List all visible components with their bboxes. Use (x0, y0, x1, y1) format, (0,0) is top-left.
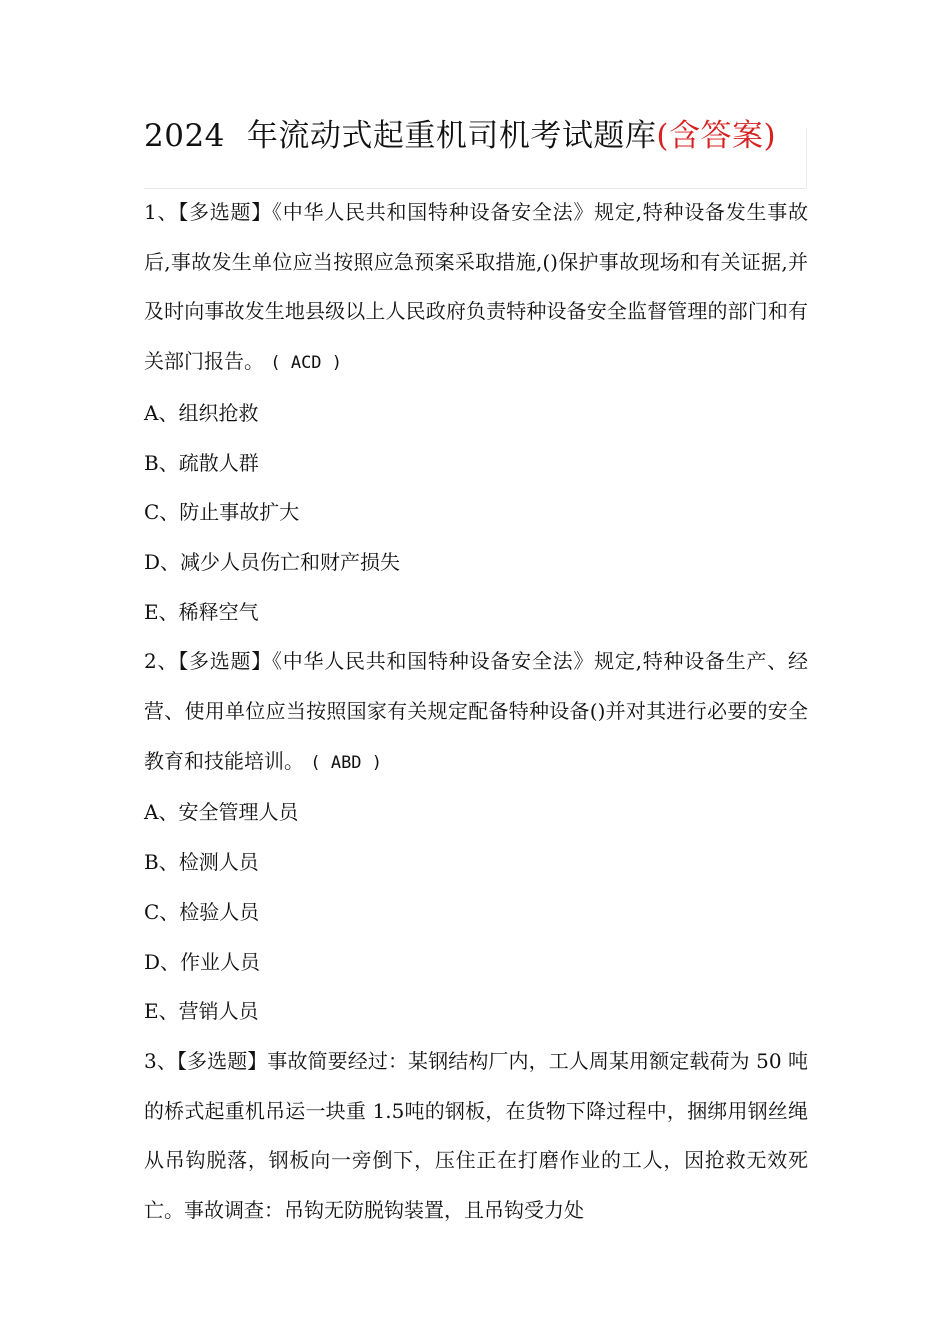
title-year: 2024 (144, 118, 225, 154)
question-1-option-a: A、组织抢救 (144, 400, 259, 425)
question-3-type: 【多选题】 (176, 1048, 268, 1073)
question-2-option-a: A、安全管理人员 (144, 800, 299, 825)
question-1-number: 1、 (144, 200, 179, 224)
question-1-option-c: C、防止事故扩大 (144, 500, 300, 525)
question-2-option-e: E、营销人员 (144, 999, 259, 1024)
question-1-type: 【多选题】 (178, 200, 273, 224)
question-2-option-c: C、检验人员 (144, 899, 260, 924)
question-3 (144, 1037, 808, 1236)
question-2-answer: ( ABD ) (310, 752, 383, 773)
question-3-text: 事故简要经过：某钢结构厂内，工人周某用额定载荷为 50 吨的桥式起重机吊运一块重 1.5吨的钢板，在货物下降过程中，捆绑用钢丝绳从吊钩脱落，钢板向一旁倒下，压住正在打磨作业的工人，因抢救无效死亡。事故调查：吊钩无防脱钩装置，且吊钩受力处 (144, 1048, 808, 1223)
question-1-text: 《中华人民共和国特种设备安全法》规定,特种设备发生事故后,事故发生单位应当按照应急预案采取措施,()保护事故现场和有关证据,并及时向事故发生地县级以上人民政府负责特种设备安全监督管理的部门和有关部门报告。 (144, 200, 808, 374)
question-2-stem (144, 637, 808, 788)
title-main: 年流动式起重机司机考试题库 (246, 118, 657, 154)
question-2-option-b: B、检测人员 (144, 850, 259, 875)
question-2 (144, 637, 808, 1037)
question-1-option-d: D、减少人员伤亡和财产损失 (144, 549, 401, 574)
question-1-stem (144, 188, 808, 389)
question-3-stem (144, 1037, 808, 1236)
question-1-option-e: E、稀释空气 (144, 599, 259, 624)
question-2-option-d: D、作业人员 (144, 949, 261, 974)
question-2-number: 2、 (144, 649, 179, 674)
question-list (144, 188, 808, 1236)
title-vertical-rule (806, 128, 807, 188)
question-1 (144, 188, 808, 637)
question-2-type: 【多选题】 (178, 649, 273, 674)
title-suffix: (含答案) (656, 118, 777, 154)
question-2-text: 《中华人民共和国特种设备安全法》规定,特种设备生产、经营、使用单位应当按照国家有关规定配备特种设备()并对其进行必要的安全教育和技能培训。 (144, 649, 808, 773)
question-3-number: 3、 (144, 1048, 177, 1073)
question-1-answer: ( ACD ) (270, 353, 343, 374)
page-title (144, 112, 824, 160)
question-1-option-b: B、疏散人群 (144, 450, 259, 475)
